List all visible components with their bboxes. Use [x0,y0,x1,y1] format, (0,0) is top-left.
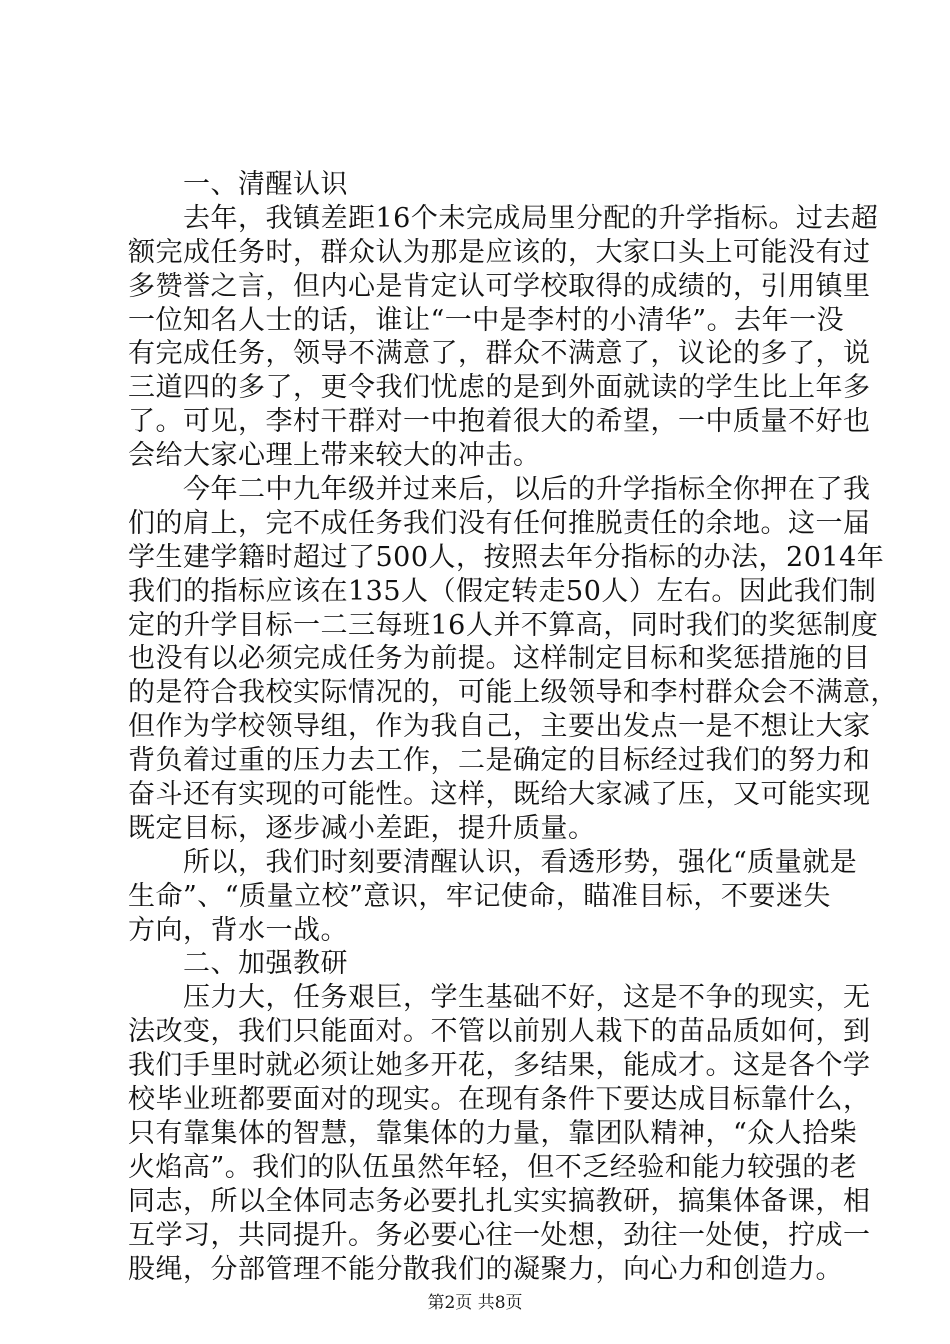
paragraph-line: 的是符合我校实际情况的，可能上级领导和李村群众会不满意， [128,677,898,709]
paragraph-line: 所以，我们时刻要清醒认识，看透形势，强化“质量就是 [128,846,858,878]
paragraph-line: 额完成任务时，群众认为那是应该的，大家口头上可能没有过 [128,236,871,268]
paragraph-line: 只有靠集体的智慧，靠集体的力量，靠团队精神，“众人拾柴 [128,1117,858,1149]
paragraph-line: 法改变，我们只能面对。不管以前别人栽下的苗品质如何，到 [128,1016,871,1048]
section-heading: 一、清醒认识 [128,169,348,200]
paragraph-line: 既定目标，逐步减小差距，提升质量。 [128,812,596,844]
paragraph-line: 同志，所以全体同志务必要扎扎实实搞教研，搞集体备课，相 [128,1185,871,1217]
paragraph-line: 定的升学目标一二三每班16人并不算高，同时我们的奖惩制度 [128,609,879,641]
paragraph-line: 校毕业班都要面对的现实。在现有条件下要达成目标靠什么， [128,1084,871,1116]
paragraph-line: 我们手里时就必须让她多开花，多结果，能成才。这是各个学 [128,1050,871,1082]
paragraph-line: 奋斗还有实现的可能性。这样，既给大家减了压，又可能实现 [128,779,871,811]
paragraph-line: 背负着过重的压力去工作，二是确定的目标经过我们的努力和 [128,745,871,777]
paragraph-line: 去年，我镇差距16个未完成局里分配的升学指标。过去超 [128,202,879,234]
paragraph-line: 了。可见，李村干群对一中抱着很大的希望，一中质量不好也 [128,406,871,438]
paragraph-line: 多赞誉之言，但内心是肯定认可学校取得的成绩的，引用镇里 [128,270,871,302]
paragraph-line: 生命”、“质量立校”意识，牢记使命，瞄准目标，不要迷失 [128,880,831,912]
paragraph-line: 学生建学籍时超过了500人，按照去年分指标的办法，2014年 [128,541,885,573]
paragraph-line: 互学习，共同提升。务必要心往一处想，劲往一处使，拧成一 [128,1219,871,1251]
paragraph-line: 方向，背水一战。 [128,914,348,946]
document-body [128,168,898,1286]
paragraph-line: 们的肩上，完不成任务我们没有任何推脱责任的余地。这一届 [128,507,871,539]
paragraph-line: 压力大，任务艰巨，学生基础不好，这是不争的现实，无 [128,982,871,1014]
paragraph-line: 会给大家心理上带来较大的冲击。 [128,440,541,472]
paragraph-line: 有完成任务，领导不满意了，群众不满意了，议论的多了，说 [128,338,871,370]
paragraph-line: 也没有以必须完成任务为前提。这样制定目标和奖惩措施的目 [128,643,871,675]
paragraph-line: 股绳，分部管理不能分散我们的凝聚力，向心力和创造力。 [128,1253,843,1285]
section-heading: 二、加强教研 [128,948,348,980]
paragraph-line: 我们的指标应该在135人（假定转走50人）左右。因此我们制 [128,575,877,607]
paragraph-line: 三道四的多了，更令我们忧虑的是到外面就读的学生比上年多 [128,372,871,404]
paragraph-line: 但作为学校领导组，作为我自己，主要出发点一是不想让大家 [128,711,871,743]
paragraph-line: 今年二中九年级并过来后，以后的升学指标全你押在了我 [128,474,871,506]
paragraph-line: 一位知名人士的话，谁让“一中是李村的小清华”。去年一没 [128,304,845,336]
paragraph-line: 火焰高”。我们的队伍虽然年轻，但不乏经验和能力较强的老 [128,1151,858,1183]
page-number-footer: 第2页 共8页 [427,1293,523,1313]
